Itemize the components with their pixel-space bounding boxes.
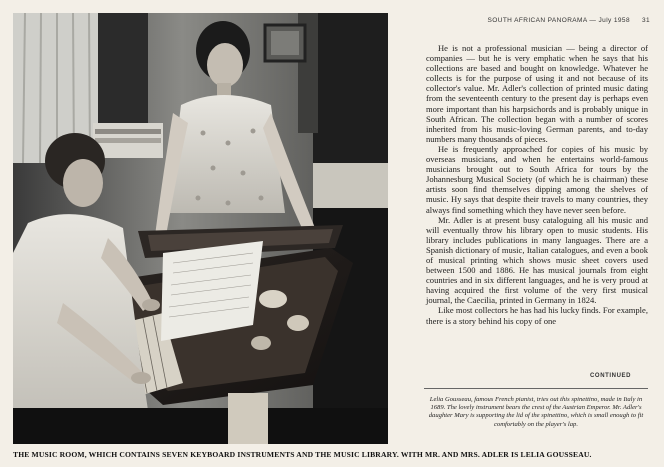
page-number: 31 [641,17,650,24]
article-paragraph: Like most collectors he has had his lucky finds. For example, there is a story behind his copy of one [426,305,648,326]
magazine-title: SOUTH AFRICAN PANORAMA — July 1958 [487,17,630,24]
article-paragraph: Mr. Adler is at present busy cataloguing all his music and will eventually throw his library open to music students. His library includes publications in many languages. There are a Spanish dictionary of music, Italian catalogues, and even a book of musical printing which shows music sheet covers used between 1500 and 1886. He has musical journals from eight countries and in six different languages, and he is very proud at having acquired the first volume of the very first musical journal, the Caecilia, printed in Germany in 1824. [426,214,648,306]
caption-divider [424,388,648,389]
continued-label: CONTINUED [590,373,632,379]
photo-caption: Lelia Gousseau, famous French pianist, tries out this spinettino, made in Italy in 1689. The lovely instrument bears the crest of the Austrian Emperor. Mr. Adler's daughter Mary is supporting the lid of the spinettino, which is small enough to fit comfortably on the player's lap. [428,396,644,428]
photograph-music-room [13,13,388,444]
running-head [405,17,650,24]
article-paragraph: He is frequently approached for copies of his music by overseas musicians, and when he entertains world-famous musicians brought out to South Africa for tours by the Johannesburg Musical Society (of which he is chairman) these artists soon find themselves dipping among the shelves of music. Hy says that despite their travels to many countries, they always find something which they have never seen before. [426,143,648,215]
bottom-caption: THE MUSIC ROOM, WHICH CONTAINS SEVEN KEYBOARD INSTRUMENTS AND THE MUSIC LIBRARY. WITH MR. AND MRS. ADLER IS LELIA GOUSSEAU. [13,450,592,459]
article-text [426,43,648,326]
article-paragraph: He is not a professional musician — being a director of companies — but he is very emphatic when he says that his collections are based and bought on knowledge. Whatever he collects is for the purpose of using it and not because of its collector's value. Mr. Adler's collection of printed music dating from the seventeenth century to the present day is perhaps even more important than his harpsichords and is probably unique in South African. The collection began with a number of scores inherited from his music-loving German parents, and to-day numbers many thousands of pieces. [426,43,648,144]
